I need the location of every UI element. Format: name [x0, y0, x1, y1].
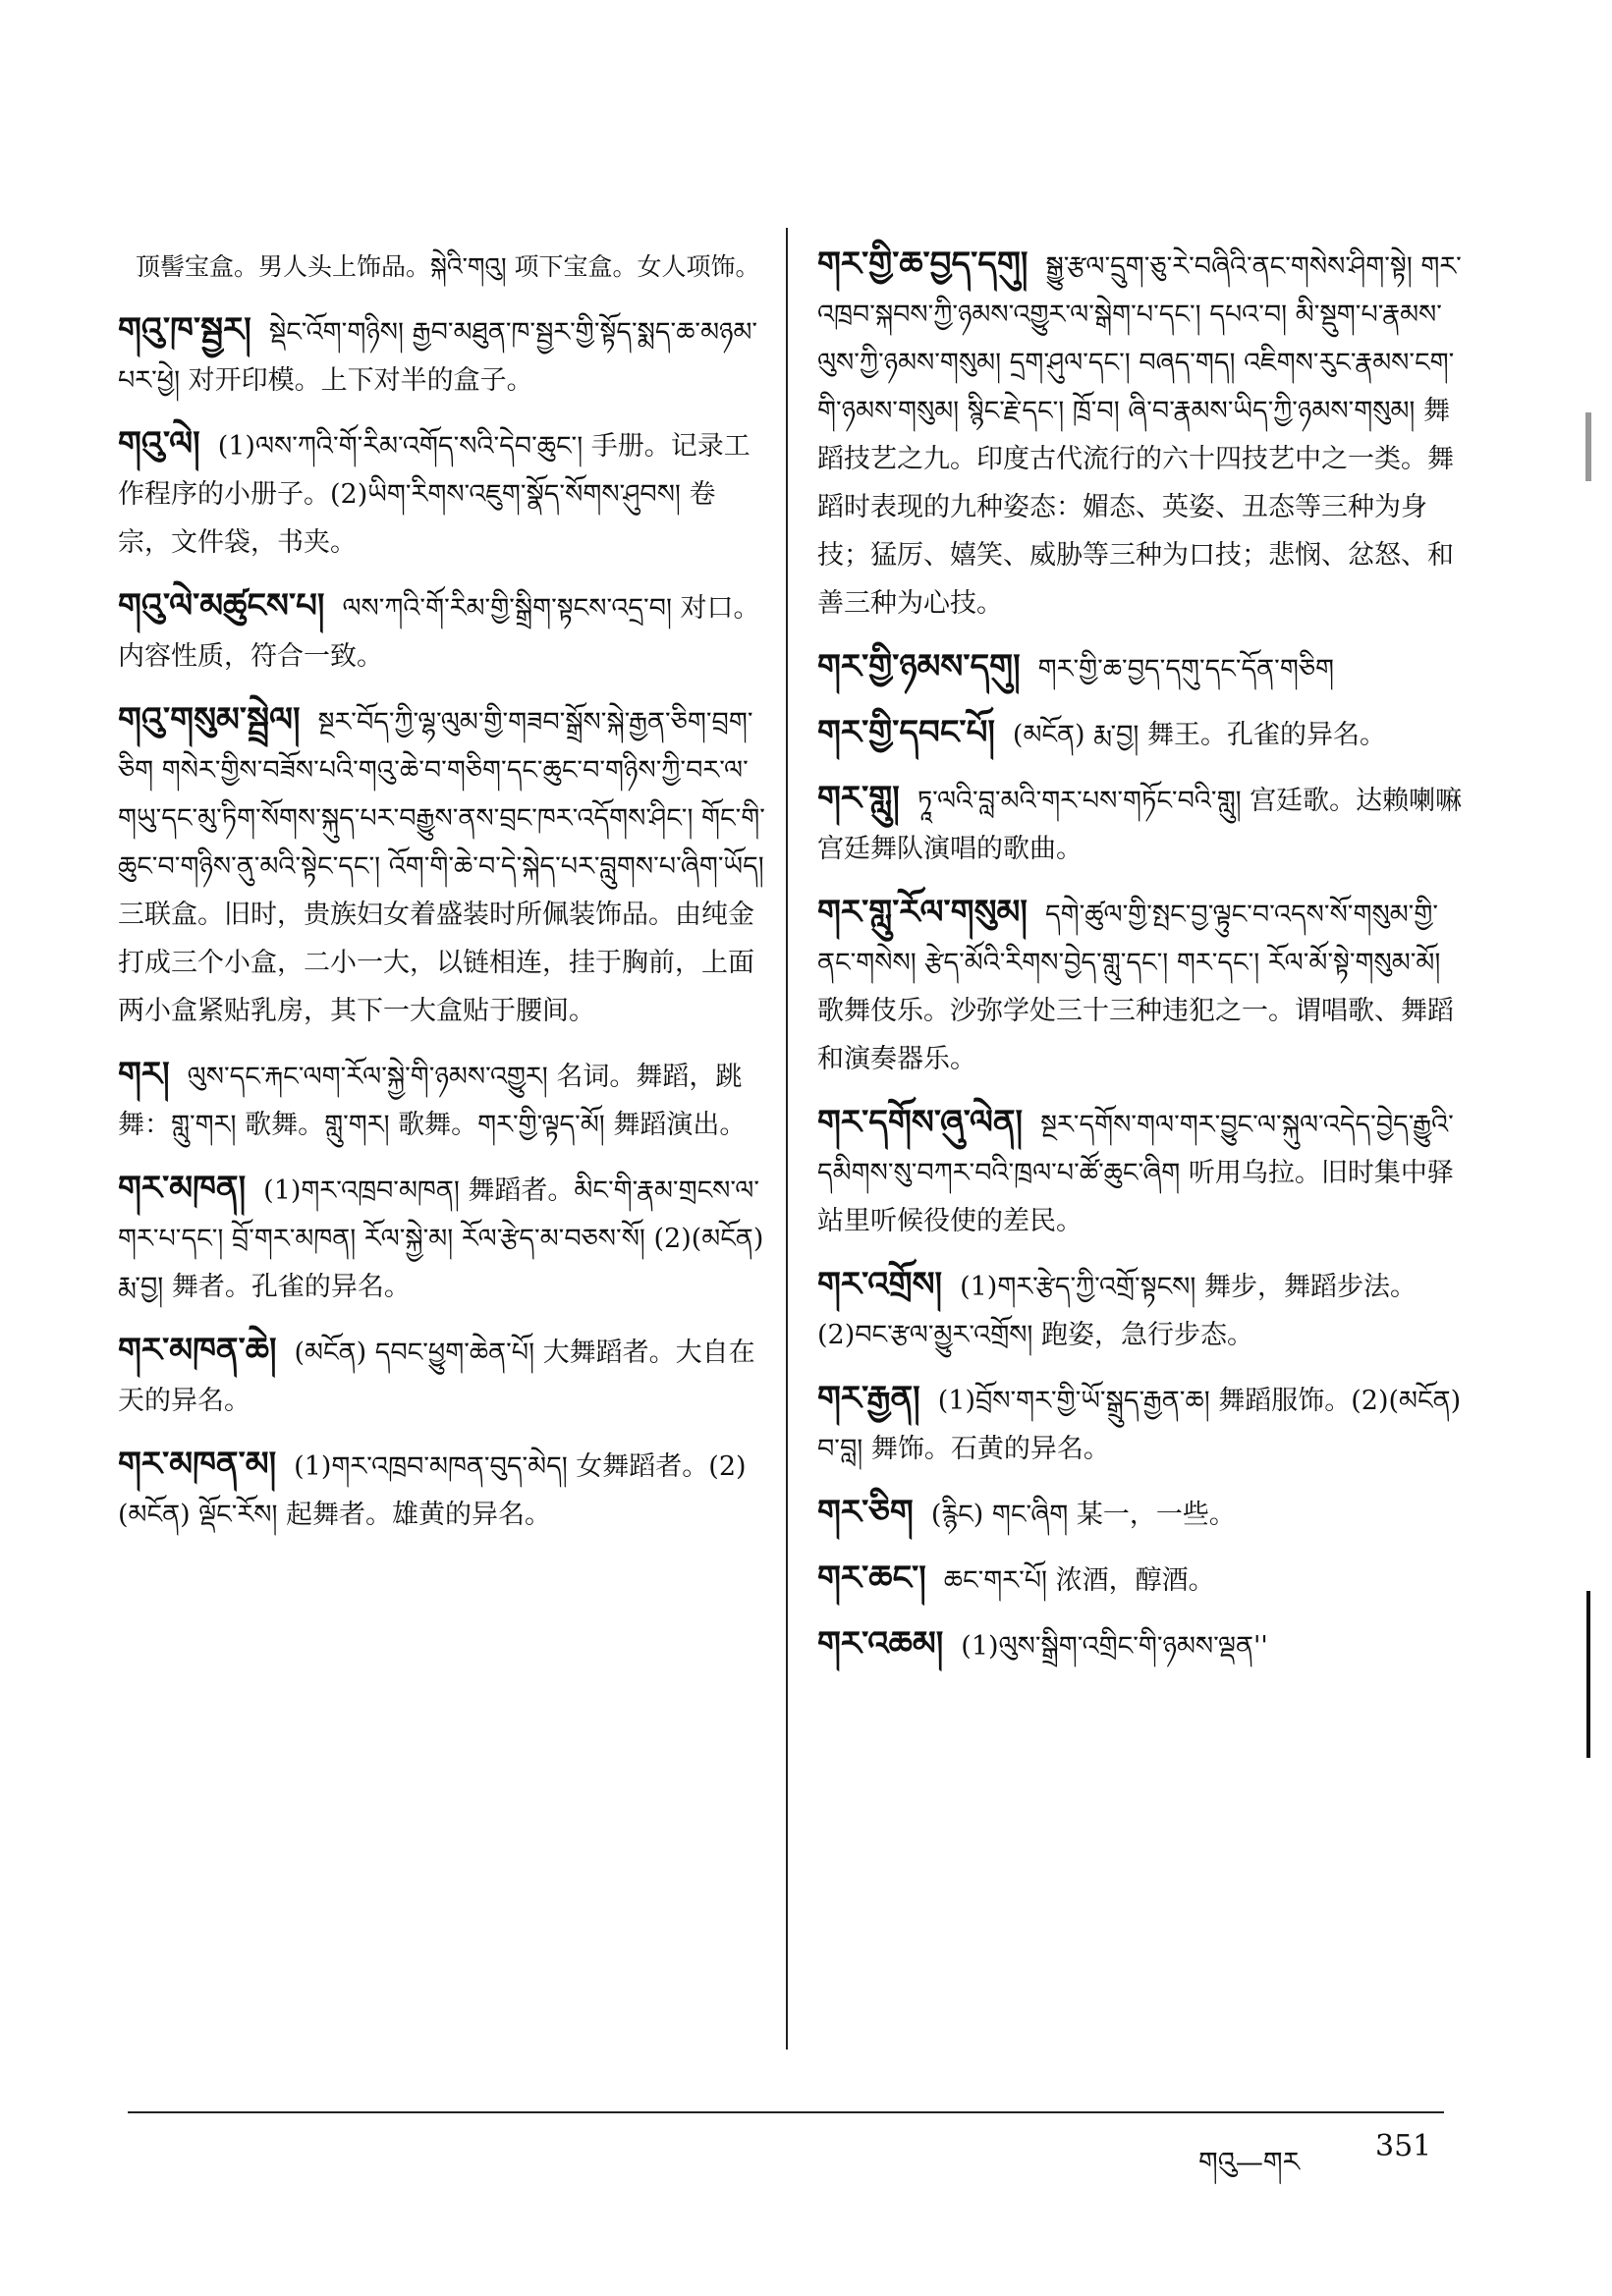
dictionary-entry — [817, 709, 1468, 759]
dictionary-entry — [118, 696, 766, 1035]
entry-text: སྡེང་འོག་གཉིས། རྒྱབ་མཐུན་ཁ་སྦྱར་གྱི་སྟོད་སྨད་ཆ་མཉམ་པར་ཕྱེ། 对开印模。上下对半的盒子。 — [118, 317, 758, 396]
entry-text: དགེ་ཚུལ་གྱི་སྤང་བྱ་ལྟུང་བ་འདས་སོ་གསུམ་གྱི་ནང་གསེས། རྩེད་མོའི་རིགས་བྱེད་གླུ་དང་། གར་དང་། རོལ་མོ་སྟེ་གསུམ་མོ། 歌舞伎乐。沙弥学处三十三种违犯之一。谓唱歌、舞蹈和演奏器乐。 — [817, 900, 1454, 1074]
entry-text: (1)གར་འཁྲབ་མཁན། 舞蹈者。མིང་གི་རྣམ་གྲངས་ལ་གར་པ་དང་། བྲོ་གར་མཁན། རོལ་སྐྱེ་མ། རོལ་རྩེད་མ་བཅས་སོ། (2)(མངོན) རྨ་བྱ། 舞者。孔雀的异名。 — [118, 1175, 764, 1302]
dictionary-entry — [817, 1375, 1468, 1473]
entry-text: (རྙིང) གང་ཞིག 某一，一些。 — [930, 1500, 1236, 1530]
entry-text: (1)གར་རྩེད་ཀྱི་འགྲོ་སྟངས། 舞步，舞蹈步法。(2)བང་རྩལ་མྱུར་འགྲོས། 跑姿，急行步态。 — [817, 1272, 1417, 1350]
dictionary-entry — [118, 1165, 766, 1311]
entry-headword: གར་གྱི་དབང་པོ། — [817, 713, 995, 752]
dictionary-entry — [817, 889, 1468, 1083]
entry-headword: གར་དགོས་ཞུ་ལེན། — [817, 1103, 1024, 1142]
entry-headword: གའུ་ལེ་མཚུངས་པ། — [118, 586, 325, 626]
entry-text: (1)བྲོས་གར་གྱི་ཡོ་སྒྲུད་རྒྱན་ཆ། 舞蹈服饰。(2)(མངོན) བ་བླ། 舞饰。石黄的异名。 — [817, 1386, 1462, 1464]
entry-headword: གར་མཁན། — [118, 1169, 247, 1208]
entry-headword: གར་རྒྱན། — [817, 1379, 920, 1418]
right-column — [817, 241, 1468, 1686]
dictionary-entry — [118, 1051, 766, 1149]
scan-edge-mark — [1585, 412, 1591, 481]
dictionary-entry — [118, 582, 766, 681]
dictionary-entry — [817, 1261, 1468, 1359]
entry-text: 顶髻宝盒。男人头上饰品。སྐེའི་གའུ། 项下宝盒。女人项饰。 — [136, 252, 760, 281]
entry-headword: གའུ་གསུམ་སྦྲེལ། — [118, 700, 301, 739]
dictionary-entry — [118, 1327, 766, 1425]
scan-edge-bar — [1586, 1591, 1590, 1758]
entry-text: སྔར་དགོས་གལ་གར་བྱུང་ལ་སྐུལ་འདེད་བྱེད་རྒྱུའི་དམིགས་སུ་བཀར་བའི་ཁྲལ་པ་ཚོ་ཆུང་ཞིག 听用乌拉。旧时集中驿站里听候役使的差民。 — [817, 1110, 1454, 1236]
entry-text: (1)ལུས་སྒྲིག་འགྲིང་གི་ཉམས་ལྡན'' — [961, 1631, 1268, 1662]
dictionary-entry — [817, 1099, 1468, 1245]
entry-headword: གར་འཆམ། — [817, 1624, 944, 1664]
entry-text: གར་གྱི་ཆ་བྱད་དགུ་དང་དོན་གཅིག — [1037, 654, 1335, 684]
dictionary-entry — [817, 241, 1468, 628]
entry-text: ལུས་དང་རྐང་ལག་རོལ་སྐྱེ་གི་ཉམས་འགྱུར། 名词。舞蹈，跳舞：གླུ་གར། 歌舞。གླུ་གར། 歌舞。གར་གྱི་ལྟད་མོ། 舞蹈演出。 — [118, 1062, 747, 1140]
entry-headword: གར་གླུ་རོལ་གསུམ། — [817, 893, 1028, 932]
dictionary-entry — [118, 241, 766, 291]
dictionary-entry — [118, 1441, 766, 1539]
dictionary-entry — [817, 1489, 1468, 1539]
entry-text: ཆང་གར་པོ། 浓酒，醇酒。 — [943, 1565, 1215, 1596]
entry-text: (1)གར་འཁྲབ་མཁན་བུད་མེད། 女舞蹈者。(2)(མངོན) ལྡོང་རོས། 起舞者。雄黄的异名。 — [118, 1451, 747, 1530]
entry-headword: གར་གྱི་ཆ་བྱད་དགུ། — [817, 245, 1028, 284]
dictionary-entry — [817, 1620, 1468, 1670]
entry-text: (མངོན) རྨ་བྱ། 舞王。孔雀的异名。 — [1012, 720, 1387, 750]
entry-text: ལས་ཀའི་གོ་རིམ་གྱི་སྒྲིག་སྟངས་འདྲ་བ། 对口。内容性质，符合一致。 — [118, 593, 760, 672]
entry-headword: གར་ཅིག — [817, 1493, 914, 1532]
entry-headword: གར་གླུ། — [817, 779, 900, 818]
entry-headword: གར་གྱི་ཉམས་དགུ། — [817, 647, 1021, 686]
left-column — [118, 241, 766, 1555]
entry-headword: གར་མཁན་ཆེ། — [118, 1331, 277, 1370]
entry-headword: གར་འགྲོས། — [817, 1265, 943, 1304]
entry-headword: གའུ་ལེ། — [118, 424, 200, 464]
dictionary-entry — [817, 1555, 1468, 1605]
entry-headword: གར་མཁན་མ། — [118, 1445, 277, 1484]
column-divider — [786, 228, 788, 2050]
entry-text: སྔར་བོད་ཀྱི་ལྷ་ལུམ་གྱི་གཟབ་སྒྲོས་སྐེ་རྒྱན་ཅིག་བྲག་ཅིག གསེར་གྱིས་བཟོས་པའི་གའུ་ཆེ་བ་གཅིག་དང་ཆུང་བ་གཉིས་ཀྱི་བར་ལ་གཡུ་དང་མུ་ཏིག་སོགས་སྐུད་པར་བརྒྱུས་ནས་བྲང་ཁར་འདོགས་ཤིང་། གོང་གི་ཆུང་བ་གཉིས་ནུ་མའི་སྟེང་དང་། འོག་གི་ཆེ་བ་དེ་སྐེད་པར་བླུགས་པ་ཞིག་ཡོད། 三联盒。旧时，贵族妇女着盛装时所佩装饰品。由纯金打成三个小盒，二小一大，以链相连，挂于胸前，上面两小盒紧贴乳房，其下一大盒贴于腰间。 — [118, 707, 765, 1026]
entry-headword: གར་ཆང་། — [817, 1558, 926, 1598]
entry-headword: གར། — [118, 1055, 170, 1094]
footer-rule — [128, 2111, 1444, 2113]
dictionary-entry — [118, 420, 766, 567]
entry-headword: གའུ་ཁ་སྦྱར། — [118, 310, 251, 350]
entry-text: (1)ལས་ཀའི་གོ་རིམ་འགོད་སའི་དེབ་ཆུང་། 手册。记录工作程序的小册子。(2)ཡིག་རིགས་འཇུག་སྣོད་སོགས་ཤུབས། 卷宗，文件袋，书夹。 — [118, 431, 750, 558]
entry-text: ཏཱ་ལའི་བླ་མའི་གར་པས་གཏོང་བའི་གླུ། 宫廷歌。达赖喇嘛宫廷舞队演唱的歌曲。 — [817, 786, 1463, 864]
entry-text: (མངོན) དབང་ཕྱུག་ཆེན་པོ། 大舞蹈者。大自在天的异名。 — [118, 1338, 755, 1416]
entry-text: སྒྱུ་རྩལ་དྲུག་ཅུ་རེ་བཞིའི་ནང་གསེས་ཤིག་སྟེ། གར་འཁྲབ་སྐབས་ཀྱི་ཉམས་འགྱུར་ལ་སྒེག་པ་དང་། དཔའ་བ། མི་སྡུག་པ་རྣམས་ལུས་ཀྱི་ཉམས་གསུམ། དྲག་ཤུལ་དང་། བཞད་གད། འཇིགས་རུང་རྣམས་ངག་གི་ཉམས་གསུམ། སྙིང་རྗེ་དང་། ཁྲོ་བ། ཞི་བ་རྣམས་ཡིད་ཀྱི་ཉམས་གསུམ། 舞蹈技艺之九。印度古代流行的六十四技艺中之一类。舞蹈时表现的九种姿态：媚态、英姿、丑态等三种为身技；猛厉、嬉笑、威胁等三种为口技；悲悯、忿怒、和善三种为心技。 — [817, 251, 1462, 619]
running-head: གའུ—གར — [1198, 2146, 1301, 2178]
dictionary-entry — [817, 775, 1468, 873]
dictionary-entry — [118, 306, 766, 405]
page-number: 351 — [1375, 2129, 1432, 2163]
dictionary-entry — [817, 643, 1468, 693]
